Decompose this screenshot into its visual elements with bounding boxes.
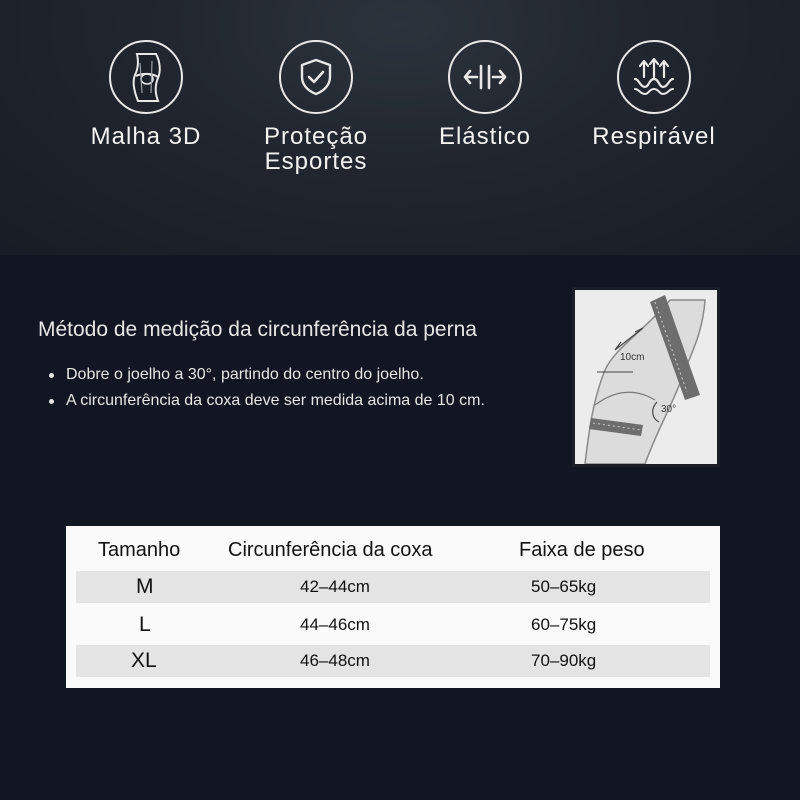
stretch-arrows-icon	[448, 40, 522, 114]
table-cell-thigh: 44–46cm	[300, 615, 370, 634]
table-cell-thigh: 42–44cm	[300, 577, 370, 596]
table-cell-size: L	[139, 613, 151, 636]
feature-label: Respirável	[592, 123, 716, 150]
table-row	[76, 571, 710, 603]
table-row	[76, 609, 710, 641]
knee-sleeve-icon	[109, 40, 183, 114]
feature-sports-protection	[231, 40, 401, 174]
feature-3d-mesh	[61, 40, 231, 149]
table-row	[76, 645, 710, 677]
table-header-row	[76, 534, 710, 566]
feature-label: Elástico	[438, 123, 532, 150]
measurement-steps	[46, 362, 516, 414]
feature-breathable	[569, 40, 739, 149]
size-table	[66, 526, 720, 688]
knee-measurement-diagram	[572, 287, 720, 467]
table-cell-size: XL	[131, 649, 157, 672]
table-header-cell: Tamanho	[98, 539, 181, 561]
diagram-angle-label: 30°	[661, 404, 677, 415]
table-header-cell: Circunferência da coxa	[228, 539, 433, 561]
feature-elastic	[400, 40, 570, 149]
table-cell-weight: 70–90kg	[531, 651, 597, 670]
table-cell-size: M	[136, 575, 154, 598]
measurement-step: Dobre o joelho a 30°, partindo do centro do joelho.	[46, 362, 516, 388]
measurement-title: Método de medição da circunferência da perna	[38, 318, 477, 341]
measurement-step: A circunferência da coxa deve ser medida acima de 10 cm.	[46, 388, 516, 414]
feature-label: Malha 3D	[90, 123, 202, 150]
table-header-cell: Faixa de peso	[519, 539, 645, 561]
table-cell-weight: 50–65kg	[531, 577, 597, 596]
breathable-icon	[617, 40, 691, 114]
shield-check-icon	[279, 40, 353, 114]
table-cell-weight: 60–75kg	[531, 615, 597, 634]
diagram-distance-label: 10cm	[620, 352, 645, 363]
table-cell-thigh: 46–48cm	[300, 651, 370, 670]
feature-label: Proteção Esportes	[263, 123, 369, 175]
